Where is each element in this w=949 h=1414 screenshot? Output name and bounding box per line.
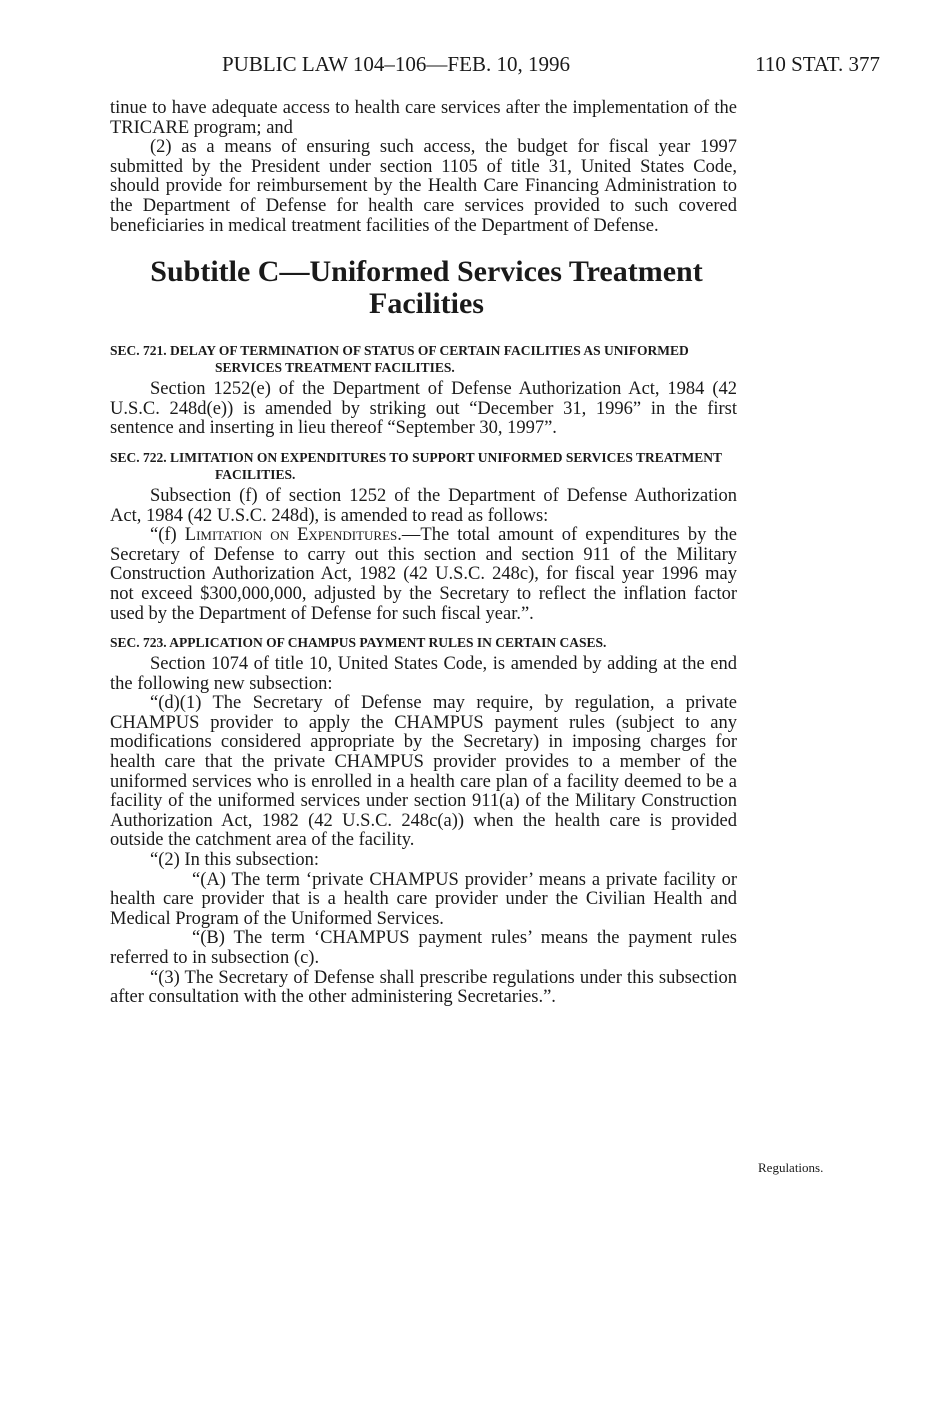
running-head-title: PUBLIC LAW 104–106—FEB. 10, 1996 <box>222 52 570 76</box>
subparagraph-B: “(B) The term ‘CHAMPUS payment rules’ means the payment rules referred to in subsection (c). <box>110 928 737 968</box>
subparagraph-A: “(A) The term ‘private CHAMPUS provider’ means a private facility or health care provider that is a health care provider under the Civilian Health and Medical Program of the Uniformed Services. <box>110 869 737 929</box>
page-citation: 110 STAT. 377 <box>755 52 880 76</box>
subsection-d1: “(d)(1) The Secretary of Defense may require, by regulation, a private CHAMPUS provider to apply the CHAMPUS payment rules (subject to any modifications considered appropriate by the Secretary) in imposing charges for health care that the private CHAMPUS provider provides to a member of the uniformed services who is enrolled in a health care plan of a facility deemed to be a facility of the uniformed services under section 911(a) of the Military Construction Authorization Act, 1982 (42 U.S.C. 248c(a)) when the health care is provided outside the catchment area of the facility. <box>110 693 737 851</box>
section-723-body: Section 1074 of title 10, United States Code, is amended by adding at the end the following new subsection: <box>110 654 737 694</box>
subsection-d2: “(2) In this subsection: <box>150 850 320 871</box>
section-723-heading: SEC. 723. APPLICATION OF CHAMPUS PAYMENT RULES IN CERTAIN CASES. <box>110 635 607 651</box>
subsection-caption: Limitation on Expenditures <box>184 525 398 546</box>
section-721-body: Section 1252(e) of the Department of Defense Authorization Act, 1984 (42 U.S.C. 248d(e)) is amended by striking out “December 31, 1996” in the first sentence and inserting in lieu thereof “September 30, 1997”. <box>110 379 737 439</box>
intro-paragraph-continued: tinue to have adequate access to health care services after the implementation of the TRICARE program; and <box>110 98 737 138</box>
section-722-heading: SEC. 722. LIMITATION ON EXPENDITURES TO SUPPORT UNIFORMED SERVICES TREATMENT FACILITIES. <box>110 449 722 482</box>
body-text <box>110 99 737 1008</box>
quote-rest: .—The total amount of expenditures by the Secretary of Defense to carry out this section and section 911 of the Military Construction Authorization Act, 1982 (42 U.S.C. 248c), for fiscal year 1996 may not exceed $300,000,000, adjusted by the Secretary to reflect the inflation factor used by the Department of Defense for such fiscal year.”. <box>110 525 738 624</box>
section-722-quoted-subsection <box>110 526 737 624</box>
running-head <box>110 52 880 82</box>
subtitle-heading <box>110 256 737 320</box>
quote-lead: “(f) <box>150 525 185 546</box>
section-722-body: Subsection (f) of section 1252 of the Department of Defense Authorization Act, 1984 (42 U.S.C. 248d), is amended to read as follows: <box>110 485 737 526</box>
margin-note-regulations: Regulations. <box>758 1160 824 1175</box>
intro-paragraph-2: (2) as a means of ensuring such access, the budget for fiscal year 1997 submitted by the President under section 1105 of title 31, United States Code, should provide for reimbursement by the Health Care Financing Administration to the Department of Defense for health care services provided to such covered beneficiaries in medical treatment facilities of the Department of Defense. <box>110 137 737 236</box>
subsection-d3: “(3) The Secretary of Defense shall prescribe regulations under this subsection after consultation with the other administering Secretaries.”. <box>110 967 737 1008</box>
subtitle-line-2: Facilities <box>369 287 484 321</box>
subtitle-line-1: Subtitle C—Uniformed Services Treatment <box>150 255 703 289</box>
section-721-heading: SEC. 721. DELAY OF TERMINATION OF STATUS OF CERTAIN FACILITIES AS UNIFORMED SERVICES TREATMENT FACILITIES. <box>110 343 689 376</box>
